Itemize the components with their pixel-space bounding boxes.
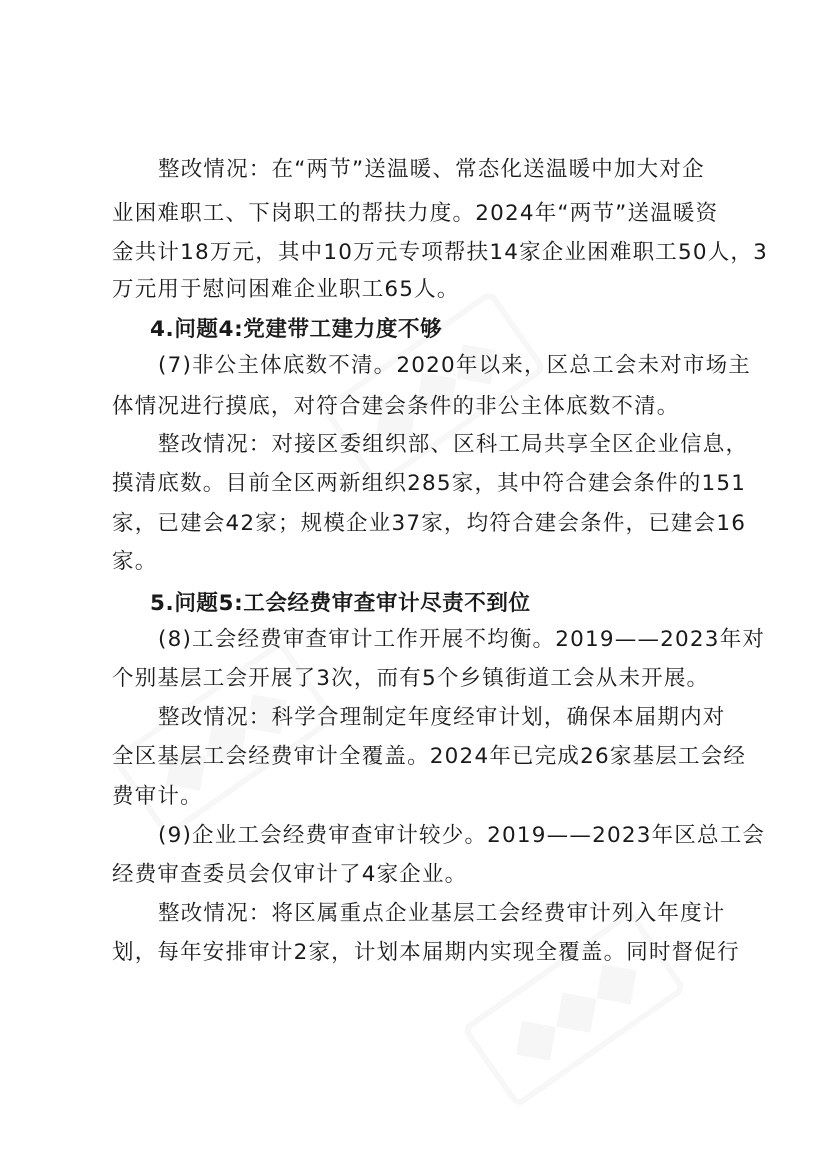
paragraph-line: 划，每年安排审计2家，计划本届期内实现全覆盖。同时督促行 <box>112 940 740 965</box>
paragraph-line: (7)非公主体底数不清。2020年以来，区总工会未对市场主 <box>158 353 751 378</box>
section-heading: 5.问题5:工会经费审查审计尽责不到位 <box>150 591 531 616</box>
section-heading: 4.问题4:党建带工建力度不够 <box>150 317 443 342</box>
paragraph-line: 整改情况：将区属重点企业基层工会经费审计列入年度计 <box>158 901 726 926</box>
paragraph-line: 金共计18万元，其中10万元专项帮扶14家企业困难职工50人，3 <box>112 240 769 265</box>
paragraph-line: (9)企业工会经费审查审计较少。2019——2023年区总工会 <box>158 823 766 848</box>
paragraph-line: 整改情况：科学合理制定年度经审计划，确保本届期内对 <box>158 705 726 730</box>
paragraph-line: 费审计。 <box>112 784 203 809</box>
paragraph-line: 经费审查委员会仅审计了4家企业。 <box>112 862 468 887</box>
paragraph-line: 整改情况：在“两节”送温暖、常态化送温暖中加大对企 <box>158 157 705 182</box>
paragraph-line: 家。 <box>112 549 158 574</box>
paragraph-line: 个别基层工会开展了3次，而有5个乡镇街道工会从未开展。 <box>112 666 710 691</box>
paragraph-line: 万元用于慰问困难企业职工65人。 <box>112 277 460 302</box>
paragraph-line: 家，已建会42家；规模企业37家，均符合建会条件，已建会16 <box>112 511 747 536</box>
paragraph-line: 体情况进行摸底，对符合建会条件的非公主体底数不清。 <box>112 394 680 419</box>
paragraph-line: 业困难职工、下岗职工的帮扶力度。2024年“两节”送温暖资 <box>112 201 719 226</box>
paragraph-line: 摸清底数。目前全区两新组织285家，其中符合建会条件的151 <box>112 471 747 496</box>
paragraph-line: (8)工会经费审查审计工作开展不均衡。2019——2023年对 <box>158 627 766 652</box>
paragraph-line: 整改情况：对接区委组织部、区科工局共享全区企业信息， <box>158 432 749 457</box>
paragraph-line: 全区基层工会经费审计全覆盖。2024年已完成26家基层工会经 <box>112 744 747 769</box>
